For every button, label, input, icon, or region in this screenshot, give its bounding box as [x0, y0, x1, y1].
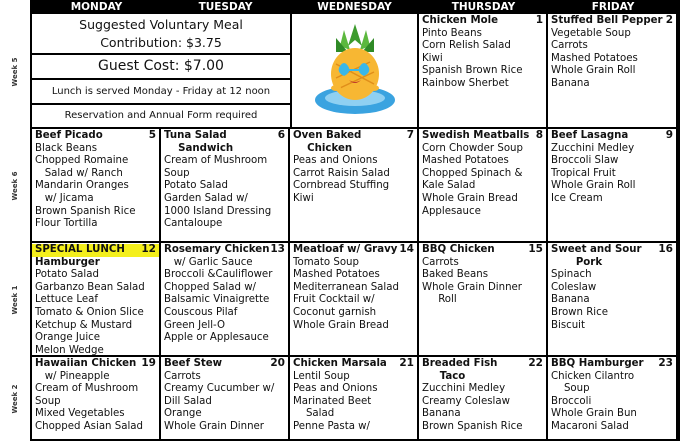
- menu-item: Mediterranean Salad: [293, 281, 399, 293]
- menu-item: w/ Pineapple: [35, 370, 110, 382]
- day-cell-thu1: [419, 14, 548, 129]
- menu-item: Cantaloupe: [164, 218, 223, 230]
- menu-item: Balsamic Vinaigrette: [164, 294, 270, 306]
- day-cell-thu15: [419, 243, 548, 357]
- reservation-text: Reservation and Annual Form required: [32, 105, 290, 129]
- menu-item: Chopped Romaine: [35, 155, 129, 167]
- day-cell-mon5: [32, 129, 161, 243]
- entree-title: Tuna Salad Sandwich: [164, 130, 234, 154]
- entree-title: Meatloaf w/ Gravy: [293, 244, 398, 255]
- day-number: 8: [535, 129, 543, 141]
- menu-item: Pinto Beans: [422, 27, 482, 39]
- menu-item: Broccoli &Cauliflower: [164, 269, 273, 281]
- header-monday: MONDAY: [32, 0, 161, 14]
- menu-item: Potato Salad: [35, 269, 99, 281]
- entree-title: Swedish Meatballs: [422, 130, 530, 141]
- menu-item: Fruit Cocktail w/: [293, 294, 375, 306]
- menu-item: Vegetable Soup: [551, 27, 631, 39]
- menu-item: Cream of Mushroom: [164, 155, 268, 167]
- menu-item: Chopped Salad w/: [164, 281, 256, 293]
- day-number: 1: [535, 14, 543, 26]
- menu-item: Chicken Cilantro: [551, 370, 635, 382]
- day-number: 19: [141, 357, 156, 369]
- day-cell-tue6: [161, 129, 290, 243]
- menu-item: Penne Pasta w/: [293, 420, 370, 432]
- day-cell-tue20: [161, 357, 290, 441]
- menu-item: Whole Grain Bun: [551, 408, 637, 420]
- menu-item: w/ Garlic Sauce: [164, 256, 253, 268]
- menu-item: Biscuit: [551, 319, 586, 331]
- menu-item: Banana: [551, 77, 590, 89]
- menu-item: Lentil Soup: [293, 370, 350, 382]
- entree-title: Chicken Marsala: [293, 358, 387, 369]
- contribution-text: Contribution: $3.75: [100, 35, 222, 50]
- week-label: Week 2: [11, 384, 19, 414]
- menu-item: Broccoli: [551, 395, 592, 407]
- week-label: Week 1: [11, 285, 19, 315]
- day-number: 13: [270, 243, 285, 255]
- week-label: Week 6: [11, 171, 19, 201]
- menu-item: Garbanzo Bean Salad: [35, 281, 145, 293]
- day-cell-wed14: [290, 243, 419, 357]
- menu-item: Soup: [551, 383, 590, 395]
- menu-item: Peas and Onions: [293, 383, 378, 395]
- menu-item: Salad: [293, 408, 335, 420]
- menu-item: Zucchini Medley: [422, 383, 506, 395]
- menu-item: Melon Wedge: [35, 344, 104, 356]
- menu-item: Carrots: [164, 370, 201, 382]
- menu-item: Soup: [35, 395, 61, 407]
- menu-item: Zucchini Medley: [551, 142, 635, 154]
- menu-item: Baked Beans: [422, 269, 489, 281]
- day-cell-mon19: [32, 357, 161, 441]
- menu-item: Banana: [422, 408, 461, 420]
- entree-title: Sweet and Sour Pork: [551, 244, 642, 268]
- menu-item: Banana: [551, 294, 590, 306]
- day-number: 5: [148, 129, 156, 141]
- menu-item: Creamy Cucumber w/: [164, 383, 275, 395]
- day-cell-wed21: [290, 357, 419, 441]
- menu-item: Coleslaw: [551, 281, 597, 293]
- menu-item: Mashed Potatoes: [422, 155, 509, 167]
- header-friday: FRIDAY: [548, 0, 678, 14]
- entree-title: Beef Lasagna: [551, 130, 629, 141]
- menu-item: Garden Salad w/: [164, 192, 248, 204]
- menu-item: Applesauce: [422, 205, 481, 217]
- menu-item: Cream of Mushroom: [35, 383, 139, 395]
- menu-item: Brown Rice: [551, 306, 608, 318]
- entree-title: Stuffed Bell Pepper: [551, 15, 663, 26]
- menu-item: Carrots: [551, 40, 588, 52]
- menu-item: Brown Spanish Rice: [422, 420, 523, 432]
- menu-item: Rainbow Sherbet: [422, 77, 509, 89]
- day-number: 21: [399, 357, 414, 369]
- day-number: 20: [270, 357, 285, 369]
- day-cell-tue13: [161, 243, 290, 357]
- menu-item: w/ Jicama: [35, 192, 94, 204]
- menu-item: Corn Chowder Soup: [422, 142, 523, 154]
- menu-item: Spanish Brown Rice: [422, 65, 523, 77]
- menu-item: Soup: [164, 167, 190, 179]
- menu-item: Roll: [422, 294, 457, 306]
- meal-label: Suggested Voluntary Meal: [79, 17, 243, 32]
- menu-item: Green Jell-O: [164, 319, 226, 331]
- menu-item: Kiwi: [293, 192, 314, 204]
- day-number: 15: [528, 243, 543, 255]
- day-cell-fri23: [548, 357, 678, 441]
- menu-item: Apple or Applesauce: [164, 332, 269, 344]
- menu-item: Dill Salad: [164, 395, 212, 407]
- entree-title: Breaded Fish Taco: [422, 358, 498, 382]
- day-cell-thu8: [419, 129, 548, 243]
- day-cell-thu22: [419, 357, 548, 441]
- menu-item: 1000 Island Dressing: [164, 205, 272, 217]
- entree-title: Chicken Mole: [422, 15, 499, 26]
- menu-item: Macaroni Salad: [551, 420, 629, 432]
- week-label: Week 5: [11, 57, 19, 86]
- lunch-time-text: Lunch is served Monday - Friday at 12 noon: [32, 80, 290, 105]
- menu-item: Couscous Pilaf: [164, 306, 238, 318]
- menu-item: Mandarin Oranges: [35, 180, 129, 192]
- entree-title: Hawaiian Chicken: [35, 358, 137, 369]
- menu-item: Kale Salad: [422, 180, 476, 192]
- day-cell-wed7: [290, 129, 419, 243]
- day-number: 16: [658, 243, 673, 255]
- menu-item: Creamy Coleslaw: [422, 395, 510, 407]
- menu-item: Lettuce Leaf: [35, 294, 98, 306]
- menu-item: Orange: [164, 408, 202, 420]
- menu-item: Flour Tortilla: [35, 218, 98, 230]
- menu-item: Mixed Vegetables: [35, 408, 125, 420]
- menu-item: Mashed Potatoes: [293, 269, 380, 281]
- menu-item: Corn Relish Salad: [422, 40, 511, 52]
- menu-item: Tomato Soup: [293, 256, 359, 268]
- meal-info-block: [32, 14, 290, 129]
- menu-item: Whole Grain Bread: [293, 319, 389, 331]
- menu-item: Orange Juice: [35, 332, 101, 344]
- entree-title: Beef Picado: [35, 130, 103, 141]
- header-wednesday: WEDNESDAY: [290, 0, 419, 14]
- menu-item: Whole Grain Roll: [551, 65, 636, 77]
- menu-item: Kiwi: [422, 52, 443, 64]
- menu-item: Whole Grain Dinner: [422, 281, 522, 293]
- header-thursday: THURSDAY: [419, 0, 548, 14]
- menu-item: Chopped Asian Salad: [35, 420, 144, 432]
- day-cell-fri9: [548, 129, 678, 243]
- day-cell-mon12: [32, 243, 161, 357]
- menu-item: Cornbread Stuffing: [293, 180, 390, 192]
- day-cell-fri2: [548, 14, 678, 129]
- menu-item: Spinach: [551, 269, 592, 281]
- day-number: 6: [277, 129, 285, 141]
- menu-calendar: [30, 0, 680, 441]
- day-number: 2: [665, 14, 673, 26]
- menu-item: Chopped Spinach &: [422, 167, 523, 179]
- menu-item: Tomato & Onion Slice: [35, 306, 144, 318]
- day-number: 7: [406, 129, 414, 141]
- day-cell-fri16: [548, 243, 678, 357]
- menu-item: Coconut garnish: [293, 306, 377, 318]
- menu-item: Mashed Potatoes: [551, 52, 638, 64]
- menu-item: Tropical Fruit: [551, 167, 616, 179]
- guest-cost-text: Guest Cost: $7.00: [32, 55, 290, 80]
- menu-item: Ice Cream: [551, 192, 603, 204]
- menu-item: Ketchup & Mustard: [35, 319, 133, 331]
- day-number: 22: [528, 357, 543, 369]
- menu-item: Carrots: [422, 256, 459, 268]
- menu-item: Broccoli Slaw: [551, 155, 619, 167]
- menu-item: Whole Grain Roll: [551, 180, 636, 192]
- menu-item: Carrot Raisin Salad: [293, 167, 390, 179]
- entree-title: Hamburger: [35, 256, 100, 268]
- header-tuesday: TUESDAY: [161, 0, 290, 14]
- special-lunch-banner: SPECIAL LUNCH: [32, 244, 159, 257]
- menu-item: Black Beans: [35, 142, 98, 154]
- menu-item: Peas and Onions: [293, 155, 378, 167]
- day-number: 12: [141, 243, 156, 255]
- day-number: 23: [658, 357, 673, 369]
- menu-item: Potato Salad: [164, 180, 228, 192]
- entree-title: BBQ Hamburger: [551, 358, 644, 369]
- day-number: 9: [665, 129, 673, 141]
- menu-item: Whole Grain Dinner: [164, 420, 264, 432]
- entree-title: Beef Stew: [164, 358, 223, 369]
- entree-title: BBQ Chicken: [422, 244, 495, 255]
- entree-title: Oven Baked Chicken: [293, 130, 362, 154]
- mascot-cell: [290, 14, 419, 129]
- pineapple-mascot-icon: [300, 16, 410, 126]
- menu-item: Salad w/ Ranch: [35, 167, 123, 179]
- menu-item: Whole Grain Bread: [422, 192, 518, 204]
- menu-item: Marinated Beet: [293, 395, 372, 407]
- day-number: 14: [399, 243, 414, 255]
- menu-item: Brown Spanish Rice: [35, 205, 136, 217]
- entree-title: Rosemary Chicken: [164, 244, 270, 255]
